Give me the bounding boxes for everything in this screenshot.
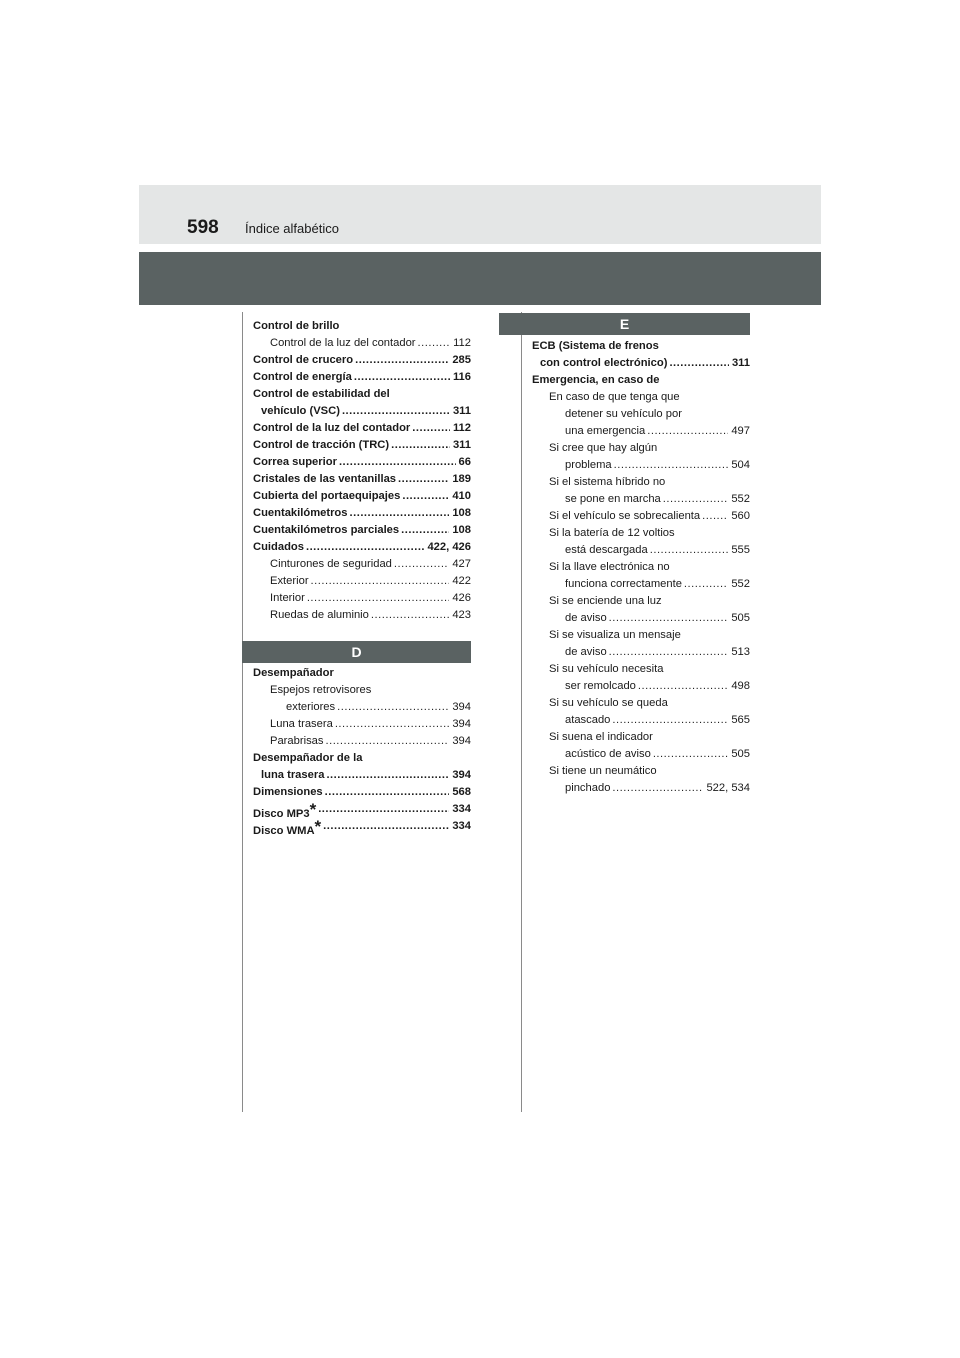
footnote-star: *: [314, 817, 322, 836]
index-entry: [253, 699, 471, 716]
footnote-star: *: [309, 800, 317, 819]
index-entry-page: 522, 534: [705, 780, 750, 797]
section-header-e: E: [499, 313, 750, 335]
index-entry-page: 504: [730, 457, 750, 474]
index-entry-text: Interior: [270, 592, 305, 604]
index-entry-text: ser remolcado: [565, 680, 636, 692]
index-entry-text: Espejos retrovisores: [270, 684, 372, 696]
index-column-left: [253, 318, 471, 624]
index-entry: [532, 644, 750, 661]
index-entry-page: 568: [451, 784, 471, 801]
index-entry-text: Si el sistema híbrido no: [549, 476, 666, 488]
index-entry: [253, 454, 471, 471]
index-entry-text: de aviso: [565, 646, 607, 658]
dot-leader: [401, 522, 449, 539]
index-entry-text: luna trasera: [261, 769, 325, 781]
index-entry-text: Si se visualiza un mensaje: [549, 629, 681, 641]
page-number: 598: [187, 217, 219, 238]
index-entry-text: Si tiene un neumático: [549, 765, 657, 777]
index-entry-text: Exterior: [270, 575, 309, 587]
page-title: Índice alfabético: [245, 221, 339, 236]
dot-leader: [702, 508, 728, 525]
index-entry-text: Si la batería de 12 voltios: [549, 527, 675, 539]
index-entry: [532, 542, 750, 559]
index-entry-text: funciona correctamente: [565, 578, 682, 590]
index-entry-page: 422, 426: [426, 539, 471, 556]
index-entry: [253, 335, 471, 352]
dot-leader: [339, 454, 456, 471]
left-column-rule: [242, 312, 243, 1112]
index-entry: [253, 682, 471, 699]
index-entry-text: Control de la luz del contador: [270, 337, 416, 349]
index-entry-text: Dimensiones: [253, 786, 323, 798]
index-entry: [253, 733, 471, 750]
index-entry: [253, 522, 471, 539]
index-entry-text: problema: [565, 459, 612, 471]
index-entry: [253, 369, 471, 386]
index-entry: [532, 763, 750, 780]
index-entry-page: 497: [730, 423, 750, 440]
index-entry: [253, 750, 471, 767]
index-entry-page: 513: [730, 644, 750, 661]
index-entry-page: 410: [451, 488, 471, 505]
index-entry-text: Cuentakilómetros: [253, 507, 348, 519]
index-entry-text: está descargada: [565, 544, 648, 556]
index-entry-page: 116: [452, 369, 471, 386]
index-entry-page: 108: [451, 505, 471, 522]
dot-leader: [402, 488, 449, 505]
dot-leader: [354, 369, 450, 386]
index-entry: [253, 539, 471, 556]
index-entry-text: Si su vehículo se queda: [549, 697, 668, 709]
index-entry-text: Control de energía: [253, 371, 352, 383]
dot-leader: [318, 801, 449, 818]
index-entry-text: vehículo (VSC): [261, 405, 340, 417]
index-entry-text: se pone en marcha: [565, 493, 661, 505]
index-entry: [532, 457, 750, 474]
dot-leader: [663, 491, 729, 508]
dot-leader: [323, 818, 449, 835]
dot-leader: [684, 576, 728, 593]
index-entry-text: Si la llave electrónica no: [549, 561, 670, 573]
index-entry-page: 505: [730, 746, 750, 763]
index-entry-page: 426: [451, 590, 471, 607]
index-entry-page: 112: [452, 335, 471, 352]
dot-leader: [412, 420, 450, 437]
index-column-left-d: [253, 665, 471, 835]
dot-leader: [650, 542, 729, 559]
index-entry-page: 66: [458, 454, 471, 471]
index-entry: [253, 505, 471, 522]
index-entry: [532, 525, 750, 542]
index-entry-text: Control de brillo: [253, 320, 340, 332]
index-entry-text: Control de crucero: [253, 354, 354, 366]
index-entry-text: Control de la luz del contador: [253, 422, 411, 434]
dot-leader: [612, 712, 728, 729]
index-entry: [253, 352, 471, 369]
index-entry: [253, 801, 471, 818]
index-entry-text: atascado: [565, 714, 611, 726]
dot-leader: [612, 780, 703, 797]
index-entry-page: 552: [730, 576, 750, 593]
index-entry-text: una emergencia: [565, 425, 646, 437]
index-entry-text: En caso de que tenga que: [549, 391, 680, 403]
index-entry-page: 311: [452, 403, 471, 420]
dot-leader: [350, 505, 450, 522]
section-header-d: D: [242, 641, 471, 663]
dot-leader: [306, 539, 424, 556]
index-entry: [253, 437, 471, 454]
index-entry-page: 311: [452, 437, 471, 454]
index-entry-text: Control de tracción (TRC): [253, 439, 390, 451]
index-entry-page: 189: [451, 471, 471, 488]
index-entry: [532, 423, 750, 440]
index-entry: [532, 355, 750, 372]
index-entry: [253, 818, 471, 835]
index-entry: [532, 593, 750, 610]
dot-leader: [307, 590, 450, 607]
index-entry-page: 422: [451, 573, 471, 590]
index-entry-text: Luna trasera: [270, 718, 333, 730]
index-entry-page: 565: [730, 712, 750, 729]
index-entry: [532, 440, 750, 457]
index-entry-page: 555: [730, 542, 750, 559]
index-entry-text: Parabrisas: [270, 735, 324, 747]
index-entry-text: Disco MP3: [253, 808, 310, 820]
index-entry-text: acústico de aviso: [565, 748, 651, 760]
index-entry-page: 498: [730, 678, 750, 695]
index-entry: [532, 610, 750, 627]
index-entry: [253, 784, 471, 801]
index-entry-text: Si cree que hay algún: [549, 442, 658, 454]
dot-leader: [326, 767, 449, 784]
index-entry-text: ECB (Sistema de frenos: [532, 340, 659, 352]
dot-leader: [398, 471, 449, 488]
index-entry: [253, 716, 471, 733]
dot-leader: [337, 699, 449, 716]
index-entry: [532, 372, 750, 389]
index-entry-page: 112: [452, 420, 471, 437]
index-entry-page: 394: [451, 716, 471, 733]
index-entry-text: con control electrónico): [540, 357, 668, 369]
dot-leader: [325, 733, 449, 750]
index-column-right: [532, 338, 750, 797]
dot-leader: [355, 352, 449, 369]
index-entry-text: Emergencia, en caso de: [532, 374, 660, 386]
index-entry-text: Desempañador: [253, 667, 334, 679]
dot-leader: [609, 644, 729, 661]
index-entry: [532, 559, 750, 576]
dot-leader: [335, 716, 450, 733]
index-entry-page: 334: [451, 818, 471, 835]
dot-leader: [325, 784, 450, 801]
index-entry: [532, 712, 750, 729]
index-entry: [532, 406, 750, 423]
dot-leader: [609, 610, 729, 627]
dot-leader: [638, 678, 728, 695]
index-entry-text: Cristales de las ventanillas: [253, 473, 397, 485]
dot-leader: [647, 423, 728, 440]
index-entry-page: 108: [451, 522, 471, 539]
header-band: [139, 252, 821, 305]
index-entry-page: 285: [451, 352, 471, 369]
index-entry-text: Si se enciende una luz: [549, 595, 662, 607]
dot-leader: [311, 573, 450, 590]
index-entry: [253, 420, 471, 437]
index-entry-page: 394: [451, 699, 471, 716]
header-bar: [139, 185, 821, 244]
index-entry: [253, 318, 471, 335]
index-entry-text: Si suena el indicador: [549, 731, 653, 743]
dot-leader: [371, 607, 449, 624]
index-entry-text: Cubierta del portaequipajes: [253, 490, 401, 502]
index-entry-text: Disco WMA: [253, 825, 315, 837]
index-entry: [253, 665, 471, 682]
dot-leader: [342, 403, 450, 420]
index-entry-page: 423: [451, 607, 471, 624]
index-entry: [532, 678, 750, 695]
index-entry-page: 505: [730, 610, 750, 627]
index-entry: [532, 338, 750, 355]
index-entry: [532, 729, 750, 746]
index-entry-text: pinchado: [565, 782, 611, 794]
index-entry: [253, 556, 471, 573]
index-entry: [532, 508, 750, 525]
index-entry: [253, 471, 471, 488]
index-entry-text: Cuidados: [253, 541, 304, 553]
index-entry: [532, 491, 750, 508]
index-entry: [532, 474, 750, 491]
index-entry: [253, 607, 471, 624]
index-entry: [253, 767, 471, 784]
index-entry: [532, 780, 750, 797]
index-entry-text: Cinturones de seguridad: [270, 558, 392, 570]
index-entry-page: 394: [451, 767, 471, 784]
index-entry-page: 560: [730, 508, 750, 525]
dot-leader: [614, 457, 729, 474]
index-entry-text: Control de estabilidad del: [253, 388, 390, 400]
index-entry-text: Ruedas de aluminio: [270, 609, 369, 621]
dot-leader: [669, 355, 729, 372]
index-entry-page: 311: [731, 355, 750, 372]
index-entry-text: detener su vehículo por: [565, 408, 682, 420]
index-entry-text: de aviso: [565, 612, 607, 624]
index-entry-text: Cuentakilómetros parciales: [253, 524, 400, 536]
index-entry: [532, 576, 750, 593]
index-entry: [532, 627, 750, 644]
index-entry-page: 394: [451, 733, 471, 750]
index-entry: [532, 695, 750, 712]
index-entry: [253, 403, 471, 420]
dot-leader: [394, 556, 449, 573]
index-entry-page: 552: [730, 491, 750, 508]
index-entry-text: Desempañador de la: [253, 752, 363, 764]
index-entry: [253, 590, 471, 607]
index-entry: [253, 386, 471, 403]
dot-leader: [391, 437, 450, 454]
index-entry-text: exteriores: [286, 701, 336, 713]
index-entry: [532, 746, 750, 763]
index-entry-page: 427: [451, 556, 471, 573]
index-entry-page: 334: [451, 801, 471, 818]
index-entry: [532, 389, 750, 406]
dot-leader: [418, 335, 451, 352]
dot-leader: [653, 746, 729, 763]
index-entry: [253, 488, 471, 505]
index-entry-text: Si el vehículo se sobrecalienta: [549, 510, 701, 522]
index-entry-text: Si su vehículo necesita: [549, 663, 664, 675]
index-entry: [532, 661, 750, 678]
index-entry: [253, 573, 471, 590]
index-entry-text: Correa superior: [253, 456, 337, 468]
right-column-rule: [521, 312, 522, 1112]
